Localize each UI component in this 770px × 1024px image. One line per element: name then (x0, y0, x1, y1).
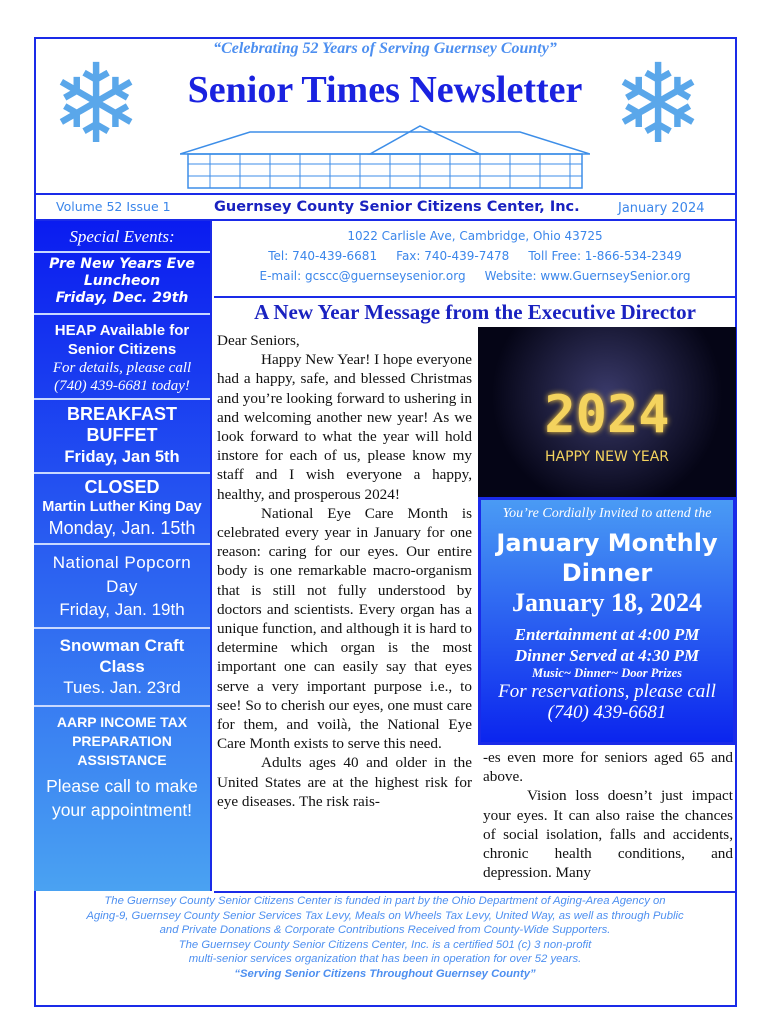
toll-free: Toll Free: 1-866-534-2349 (528, 249, 682, 263)
tagline: “Celebrating 52 Years of Serving Guernsey County” (213, 40, 557, 57)
email-link[interactable]: E-mail: gcscc@guernseysenior.org (259, 269, 466, 283)
event-title: Luncheon (83, 273, 161, 289)
organization-name: Guernsey County Senior Citizens Center, Inc. (214, 199, 580, 215)
phone: Tel: 740-439-6681 (268, 249, 378, 263)
event-title: National Popcorn Day (52, 553, 192, 596)
building-illustration (180, 124, 590, 190)
event-breakfast (34, 400, 210, 474)
footer-line: The Guernsey County Senior Citizens Center is funded in part by the Ohio Department of Aging-Area Agency on (104, 895, 666, 907)
new-year-fireworks-image (478, 327, 736, 497)
event-title: CLOSED (84, 477, 160, 497)
dinner-extras: Music~ Dinner~ Door Prizes (531, 666, 683, 680)
image-caption: HAPPY NEW YEAR (545, 449, 669, 465)
event-closed (34, 474, 210, 545)
event-date: Friday, Jan 5th (64, 448, 180, 466)
event-luncheon (34, 253, 210, 315)
invite-text: You’re Cordially Invited to attend the (502, 506, 712, 521)
dinner-time: Dinner Served at 4:30 PM (514, 646, 700, 665)
issue-date: January 2024 (618, 201, 705, 216)
footer-motto: “Serving Senior Citizens Throughout Guernsey County” (234, 967, 536, 980)
event-title: BREAKFAST BUFFET (66, 404, 177, 445)
article-column-1 (217, 331, 472, 811)
salutation: Dear Seniors, (217, 332, 300, 349)
event-details: For details, please call (740) 439-6681 today! (52, 360, 192, 394)
entertainment-time: Entertainment at 4:00 PM (514, 625, 700, 644)
footer-line: Aging-9, Guernsey County Senior Services Tax Levy, Meals on Wheels Tax Levy, United Way, as well as through Public (86, 909, 684, 922)
paragraph: Adults ages 40 and older in the United States are at the highest risk for eye diseases. The risk rais- (217, 754, 472, 810)
reservation-info[interactable]: For reservations, please call (740) 439-6681 (498, 681, 716, 723)
address: 1022 Carlisle Ave, Cambridge, Ohio 43725 (347, 229, 603, 243)
event-aarp (34, 707, 210, 828)
article-headline: A New Year Message from the Executive Director (214, 296, 736, 325)
divider (214, 891, 736, 893)
event-title: AARP INCOME TAX PREPARATION ASSISTANCE (56, 714, 188, 768)
newsletter-title: Senior Times Newsletter (187, 69, 583, 111)
footer-line: and Private Donations & Corporate Contributions Received from County-Wide Supporters. (159, 924, 611, 936)
event-date: Friday, Dec. 29th (55, 290, 189, 306)
article-column-2 (483, 748, 733, 882)
snowflake-icon: ❄ (612, 44, 705, 166)
event-date: Tues. Jan. 23rd (63, 678, 181, 697)
event-date: Monday, Jan. 15th (48, 518, 196, 538)
sidebar-heading: Special Events: (34, 221, 210, 253)
dinner-title: January Monthly Dinner (496, 529, 718, 587)
image-year: 2024 (544, 385, 670, 445)
event-title: Snowman Craft Class (59, 636, 185, 676)
info-bar (34, 193, 737, 221)
event-snowman (34, 629, 210, 707)
footer-line: multi-senior services organization that has been in operation for over 52 years. (188, 953, 582, 965)
paragraph: Vision loss doesn’t just impact your eyes. It can also raise the chances of social isolation, falls and accidents, chronic health conditions, and depression. Many (483, 787, 733, 882)
fax: Fax: 740-439-7478 (396, 249, 510, 263)
contact-block (214, 226, 736, 286)
website-link[interactable]: Website: www.GuernseySenior.org (484, 269, 691, 283)
event-details: Please call to make your appointment! (46, 776, 198, 820)
event-details: Martin Luther King Day (42, 499, 202, 515)
volume-issue: Volume 52 Issue 1 (56, 199, 171, 214)
event-title: HEAP Available for Senior Citizens (54, 322, 190, 358)
footer-funding (40, 894, 730, 981)
dinner-date: January 18, 2024 (512, 588, 702, 617)
footer-line: The Guernsey County Senior Citizens Center, Inc. is a certified 501 (c) 3 non-profit (178, 938, 592, 951)
event-title: Pre New Years Eve (49, 256, 195, 272)
dinner-invitation (478, 497, 736, 745)
event-popcorn (34, 545, 210, 629)
paragraph: National Eye Care Month is celebrated every year in January for one reason: caring for our eyes. Our entire body is one remarkable macro-organism that is still not fully understood by doctors and scientists. Every organ has a unique function, and although it is hard to determine which organ is the most important one can easily say that eyes serve a very important purpose i.e., to see! So to cherish our eyes, one must care for them, and voilà, the National Eye Care Month exists to serve this need. (217, 504, 472, 753)
snowflake-icon: ❄ (50, 44, 143, 166)
event-date: Friday, Jan. 19th (59, 600, 185, 619)
special-events-sidebar (34, 221, 212, 891)
paragraph: -es even more for seniors aged 65 and above. (483, 749, 733, 786)
event-heap (34, 315, 210, 400)
paragraph: Happy New Year! I hope everyone had a happy, safe, and blessed Christmas and you’re looking forward to ushering in and welcoming another new year! As we look forward to what the year will hold instore for each of us, please know my staff and I wish everyone a happy, healthy, and prosperous 2024! (217, 351, 472, 503)
